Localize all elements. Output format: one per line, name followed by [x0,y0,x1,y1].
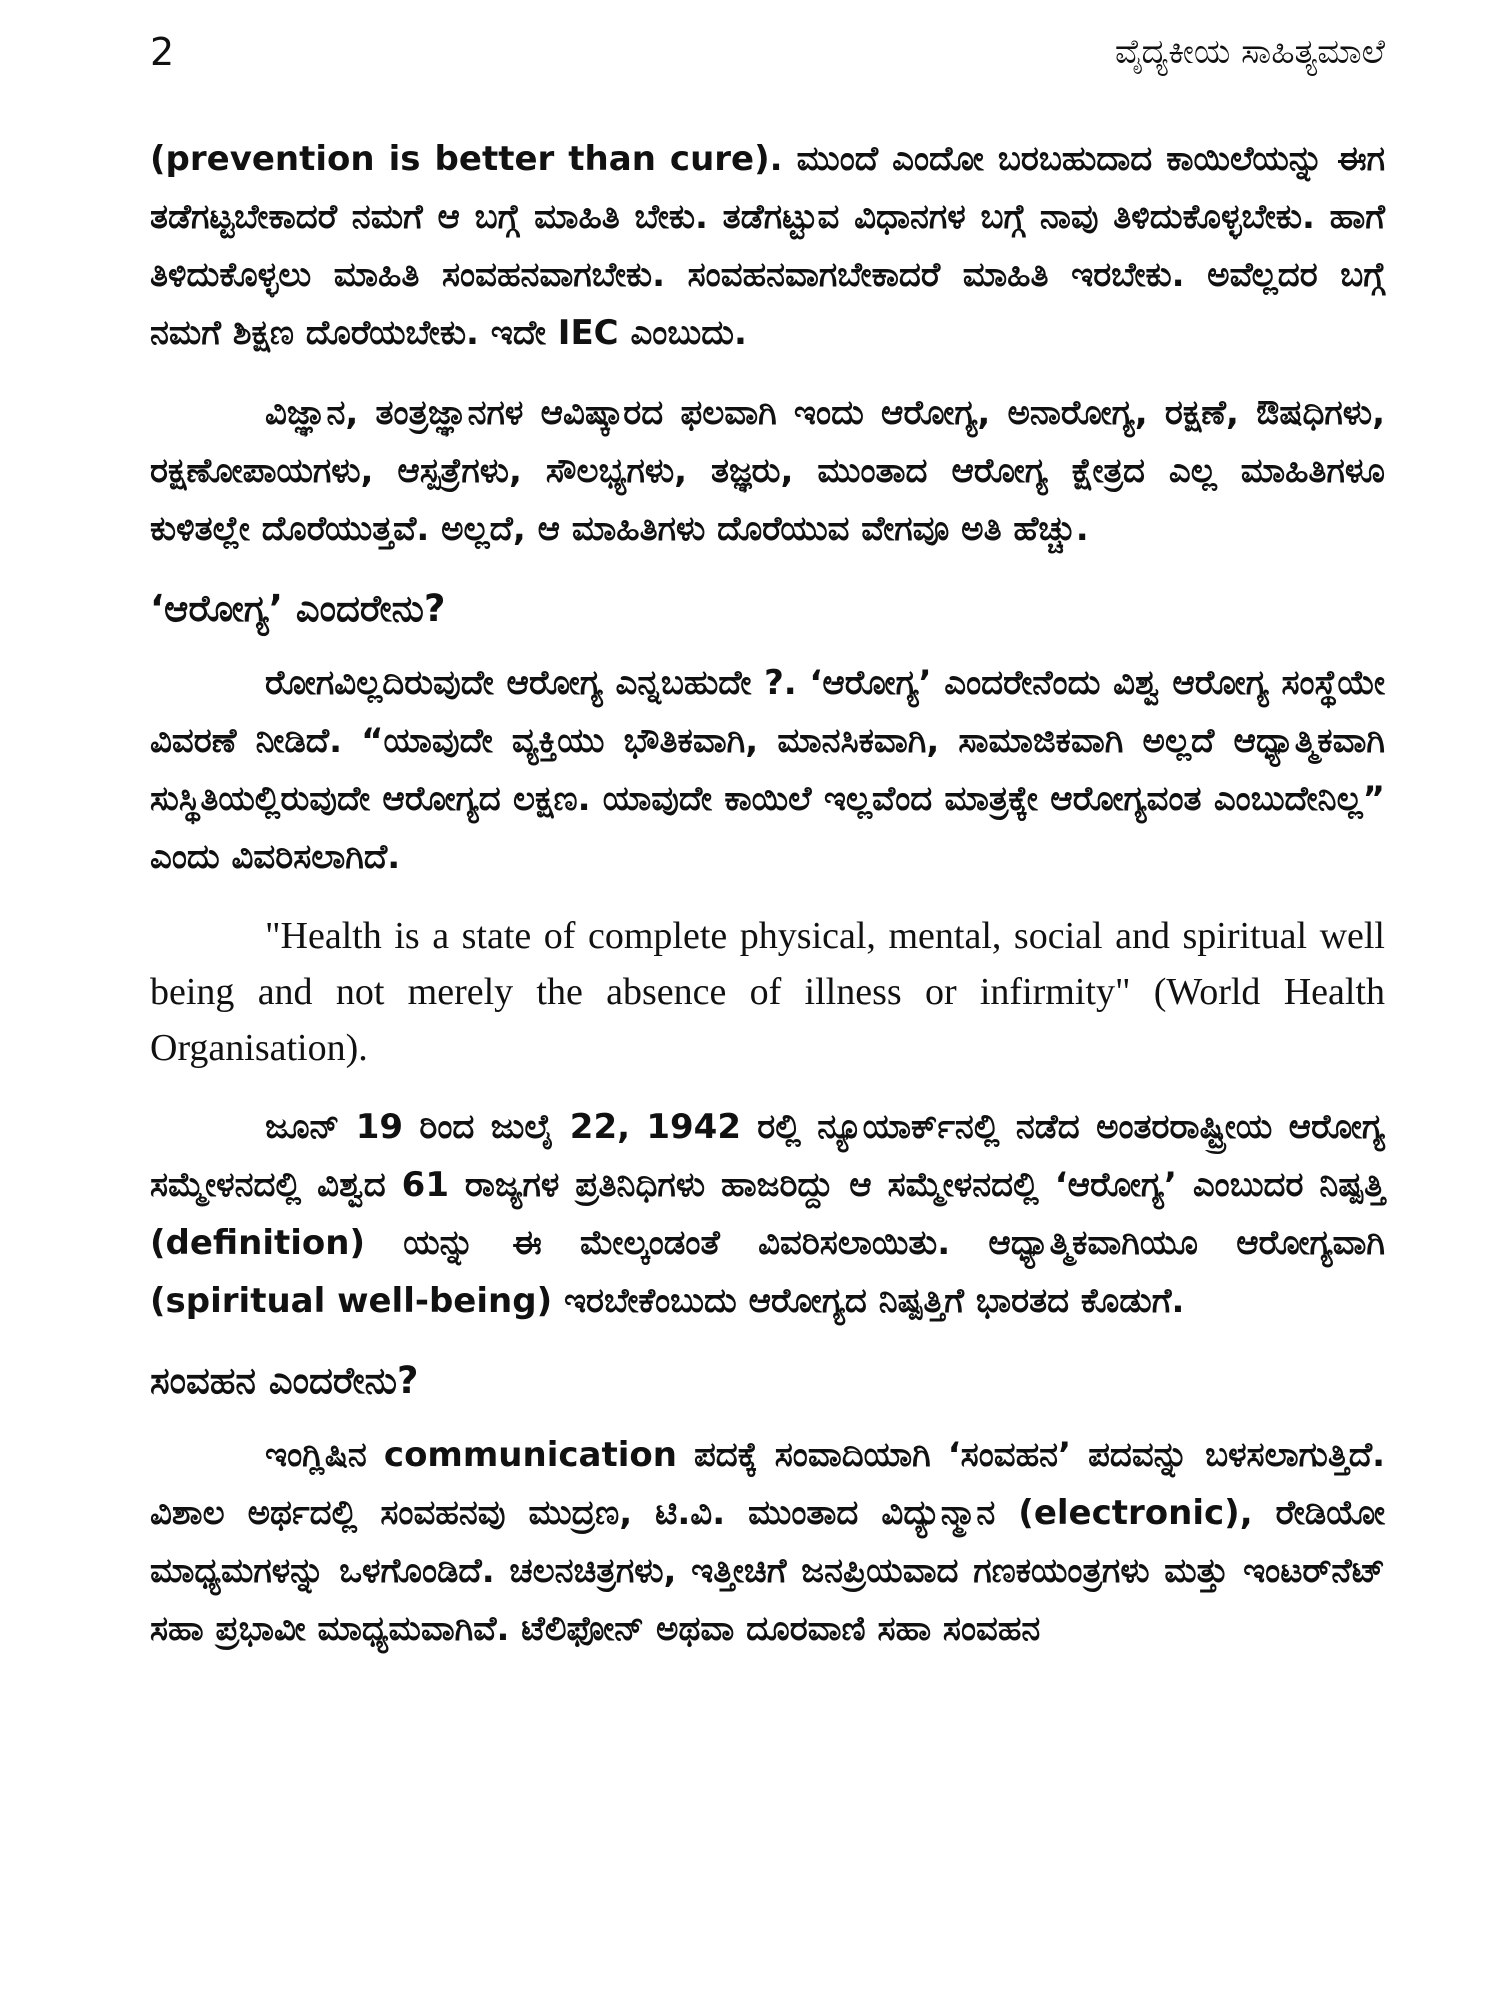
paragraph-communication: ಇಂಗ್ಲಿಷಿನ communication ಪದಕ್ಕೆ ಸಂವಾದಿಯಾಗಿ ‘ಸಂವಹನ’ ಪದವನ್ನು ಬಳಸಲಾಗುತ್ತಿದೆ. ವಿಶಾಲ ಅರ್ಥದಲ್ಲಿ ಸಂವಹನವು ಮುದ್ರಣ, ಟಿ.ವಿ. ಮುಂತಾದ ವಿದ್ಯುನ್ಮಾನ (electronic), ರೇಡಿಯೋ ಮಾಧ್ಯಮಗಳನ್ನು ಒಳಗೊಂಡಿದೆ. ಚಲನಚಿತ್ರಗಳು, ಇತ್ತೀಚಿಗೆ ಜನಪ್ರಿಯವಾದ ಗಣಕಯಂತ್ರಗಳು ಮತ್ತು ಇಂಟರ್‌ನೆಟ್ ಸಹಾ ಪ್ರಭಾವೀ ಮಾಧ್ಯಮವಾಗಿವೆ. ಟೆಲಿಫೋನ್ ಅಥವಾ ದೂರವಾಣಿ ಸಹಾ ಸಂವಹನ [150,1435,1385,1649]
paragraph-iec: (prevention is better than cure). ಮುಂದೆ ಎಂದೋ ಬರಬಹುದಾದ ಕಾಯಿಲೆಯನ್ನು ಈಗ ತಡೆಗಟ್ಟಬೇಕಾದರೆ ನಮಗೆ ಆ ಬಗ್ಗೆ ಮಾಹಿತಿ ಬೇಕು. ತಡೆಗಟ್ಟುವ ವಿಧಾನಗಳ ಬಗ್ಗೆ ನಾವು ತಿಳಿದುಕೊಳ್ಳಬೇಕು. ಹಾಗೆ ತಿಳಿದುಕೊಳ್ಳಲು ಮಾಹಿತಿ ಸಂವಹನವಾಗಬೇಕು. ಸಂವಹನವಾಗಬೇಕಾದರೆ ಮಾಹಿತಿ ಇರಬೇಕು. ಅವೆಲ್ಲದರ ಬಗ್ಗೆ ನಮಗೆ ಶಿಕ್ಷಣ ದೊರೆಯಬೇಕು. ಇದೇ IEC ಎಂಬುದು. [150,139,1385,353]
heading-what-is-communication: ಸಂವಹನ ಎಂದರೇನು? [150,1359,419,1402]
page-header [150,30,1385,90]
paragraph-who-quote: "Health is a state of complete physical, mental, social and spiritual well being and not merely the absence of illness or infirmity" (World Health Organisation). [150,915,1385,1069]
page-body [150,130,1385,1680]
running-title: ವೈದ್ಯಕೀಯ ಸಾಹಿತ್ಯಮಾಲೆ [1114,32,1385,72]
paragraph-conference-1942: ಜೂನ್ 19 ರಿಂದ ಜುಲೈ 22, 1942 ರಲ್ಲಿ ನ್ಯೂಯಾರ್ಕ್‌ನಲ್ಲಿ ನಡೆದ ಅಂತರರಾಷ್ಟ್ರೀಯ ಆರೋಗ್ಯ ಸಮ್ಮೇಳನದಲ್ಲಿ ವಿಶ್ವದ 61 ರಾಜ್ಯಗಳ ಪ್ರತಿನಿಧಿಗಳು ಹಾಜರಿದ್ದು ಆ ಸಮ್ಮೇಳನದಲ್ಲಿ ‘ಆರೋಗ್ಯ’ ಎಂಬುದರ ನಿಷ್ಪತ್ತಿ (definition) ಯನ್ನು ಈ ಮೇಲ್ಕಂಡಂತೆ ವಿವರಿಸಲಾಯಿತು. ಆಧ್ಯಾತ್ಮಿಕವಾಗಿಯೂ ಆರೋಗ್ಯವಾಗಿ (spiritual well-being) ಇರಬೇಕೆಂಬುದು ಆರೋಗ್ಯದ ನಿಷ್ಪತ್ತಿಗೆ ಭಾರತದ ಕೊಡುಗೆ. [150,1107,1385,1321]
paragraph-science-technology: ವಿಜ್ಞಾನ, ತಂತ್ರಜ್ಞಾನಗಳ ಆವಿಷ್ಕಾರದ ಫಲವಾಗಿ ಇಂದು ಆರೋಗ್ಯ, ಅನಾರೋಗ್ಯ, ರಕ್ಷಣೆ, ಔಷಧಿಗಳು, ರಕ್ಷಣೋಪಾಯಗಳು, ಆಸ್ಪತ್ರೆಗಳು, ಸೌಲಭ್ಯಗಳು, ತಜ್ಞರು, ಮುಂತಾದ ಆರೋಗ್ಯ ಕ್ಷೇತ್ರದ ಎಲ್ಲ ಮಾಹಿತಿಗಳೂ ಕುಳಿತಲ್ಲೇ ದೊರೆಯುತ್ತವೆ. ಅಲ್ಲದೆ, ಆ ಮಾಹಿತಿಗಳು ದೊರೆಯುವ ವೇಗವೂ ಅತಿ ಹೆಚ್ಚು. [150,393,1385,549]
paragraph-health-definition: ರೋಗವಿಲ್ಲದಿರುವುದೇ ಆರೋಗ್ಯ ಎನ್ನಬಹುದೇ ?. ‘ಆರೋಗ್ಯ’ ಎಂದರೇನೆಂದು ವಿಶ್ವ ಆರೋಗ್ಯ ಸಂಸ್ಥೆಯೇ ವಿವರಣೆ ನೀಡಿದೆ. “ಯಾವುದೇ ವ್ಯಕ್ತಿಯು ಭೌತಿಕವಾಗಿ, ಮಾನಸಿಕವಾಗಿ, ಸಾಮಾಜಿಕವಾಗಿ ಅಲ್ಲದೆ ಆಧ್ಯಾತ್ಮಿಕವಾಗಿ ಸುಸ್ಥಿತಿಯಲ್ಲಿರುವುದೇ ಆರೋಗ್ಯದ ಲಕ್ಷಣ. ಯಾವುದೇ ಕಾಯಿಲೆ ಇಲ್ಲವೆಂದ ಮಾತ್ರಕ್ಕೇ ಆರೋಗ್ಯವಂತ ಎಂಬುದೇನಿಲ್ಲ” ಎಂದು ವಿವರಿಸಲಾಗಿದೆ. [150,663,1385,877]
page-number: 2 [150,30,175,74]
heading-what-is-health: ‘ಆರೋಗ್ಯ’ ಎಂದರೇನು? [150,587,446,630]
